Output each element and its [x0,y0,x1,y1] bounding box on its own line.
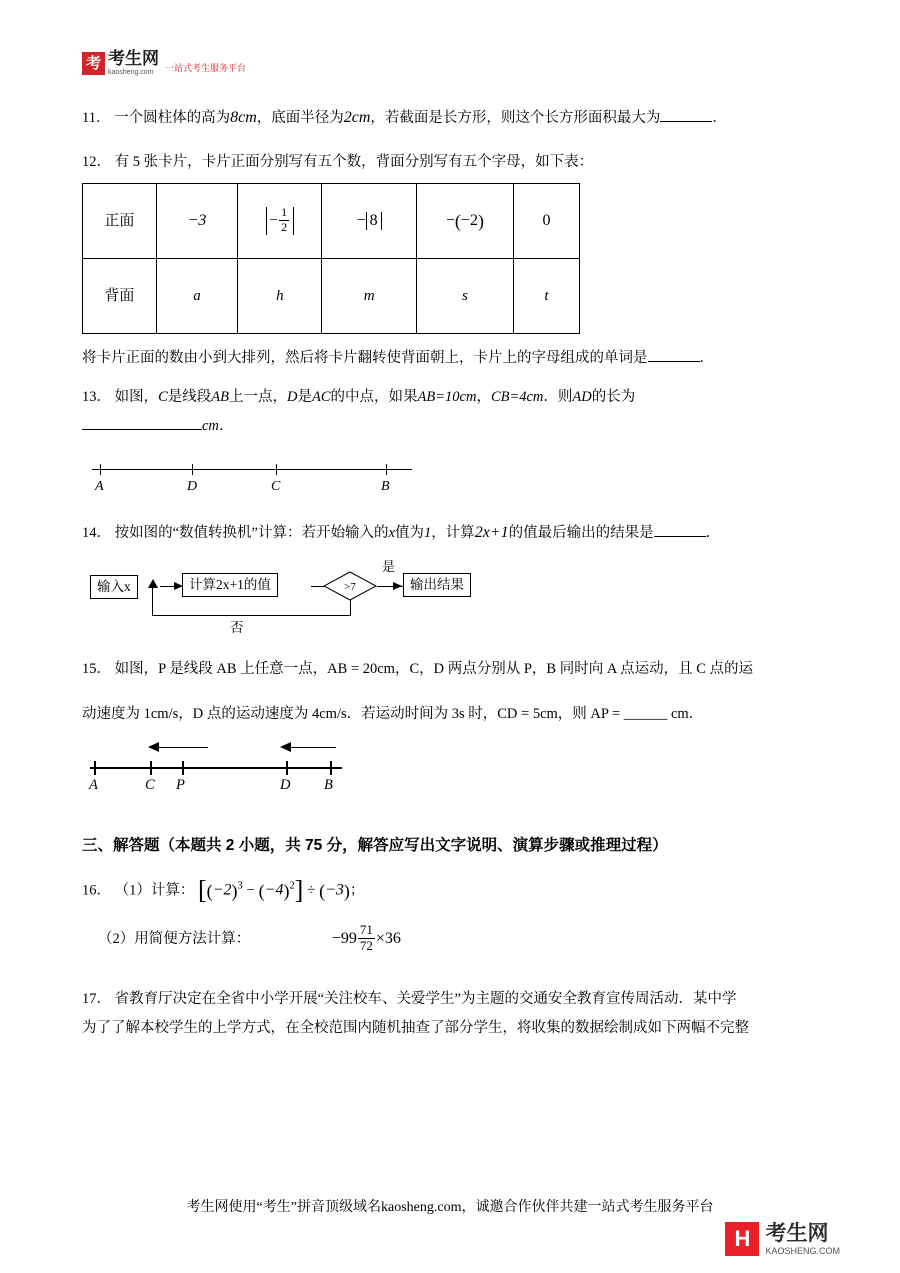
q13-t7: ．则 [543,389,573,405]
footer-text: 考生网使用“考生”拼音顶级域名kaosheng.com，诚邀合作伙伴共建一站式考生服务平台 [186,1200,714,1215]
q13-t3: 上一点， [229,389,288,405]
cell-back-3: m [322,259,416,334]
label15-c: C [145,777,155,793]
question-12-tail-text: 将卡片正面的数由小到大排列，然后将卡片翻转使背面朝上，卡片上的字母组成的单词是 [82,350,648,366]
table-row-back [83,259,580,334]
tick15-b [330,761,332,775]
question-17-line1 [82,985,818,1014]
q13-t1: 如图， [114,389,159,405]
q13-seg-ad: AD [572,389,592,405]
row-label-back [83,259,157,334]
cards-table [82,183,580,334]
footer-logo-badge-icon: H [725,1222,759,1256]
q14-t3: ，计算 [431,525,475,541]
question-15-text-1: 如图，P 是线段 AB 上任意一点，AB = 20cm，C，D 两点分别从 P，B 同时向 A 点运动，且 C 点的运 [114,661,754,677]
flow-decision-diamond [323,571,377,601]
question-12-lead: 有 5 张卡片，卡片正面分别写有五个数，背面分别写有五个字母，如下表： [114,154,594,170]
page-content [82,50,818,1043]
question-11-answer-blank[interactable] [660,121,712,122]
tick15-d [286,761,288,775]
cell-front-1: −3 [156,184,238,259]
question-11 [82,102,818,134]
flow-yes-label: 是 [382,559,396,574]
cell-back-1: a [156,259,238,334]
cell-front-2: − $\frac{1}{2}$ [238,184,322,259]
question-12-tail: 将卡片正面的数由小到大排列，然后将卡片翻转使背面朝上，卡片上的字母组成的单词是 ． [82,350,714,366]
tick-d [192,464,193,475]
footer-logo-name: 考生网 [765,1221,829,1245]
flow-input-box [90,575,138,599]
logo-domain: kaosheng.com [108,69,154,76]
flow-loop-back [152,615,351,616]
figure-flowchart-14 [90,559,510,633]
q16-bracket-close: ] [294,875,304,905]
label-d: D [187,479,198,494]
arrow-d-head [280,742,292,753]
q14-expr: 2x+1 [474,524,509,541]
logo-name: 考生网 [108,49,159,68]
question-14 [82,517,818,549]
svg-text:>7: >7 [344,581,356,593]
question-16-number: 16． [82,882,111,899]
tick-c [276,464,277,475]
question-15-text-2: 动速度为 1cm/s，D 点的运动速度为 4cm/s．若运动时间为 3s 时，CD = 5cm，则 AP = ______ cm． [82,706,704,722]
q16-part2-label: （2）用简便方法计算： [98,931,251,947]
question-17-text-1: 省教育厅决定在全省中小学开展“关注校车、关爱学生”为主题的交通安全教育宣传周活动．某中学 [114,991,737,1008]
question-11-text-b: ，底面半径为 [256,110,344,126]
flow-loop-down [350,600,351,616]
row-label-front-text: 正面 [104,212,135,229]
q13-val-cb: CB=4cm [490,389,544,405]
flow-output-label: 输出结果 [410,577,464,592]
q13-t6: ， [476,389,491,405]
q14-val-1: 1 [423,525,432,541]
question-13-answer-blank[interactable] [82,429,202,430]
question-11-val-a: 8cm [230,109,257,126]
cell-front-5: 0 [513,184,579,259]
question-12 [82,148,818,177]
row-label-front [83,184,157,259]
arrow-c-line [154,747,208,748]
tick-a [100,464,101,475]
question-11-text-d: ． [712,110,727,126]
question-14-answer-blank[interactable] [654,536,706,537]
tick15-a [94,761,96,775]
q13-unit: cm． [202,418,234,434]
arrow-c-head [148,742,160,753]
question-16-part2: （2）用简便方法计算： −99 $\frac{71}{72}$ ×36 [98,922,401,954]
tick15-c [150,761,152,775]
flow-arrowhead-loop [147,579,159,589]
question-15-number: 15． [82,661,111,677]
q16-part1-end: ； [349,882,365,899]
section-heading: 三、解答题（本题共 2 小题，共 75 分，解答应写出文字说明、演算步骤或推理过程） [82,837,668,854]
question-13 [82,383,818,412]
q13-t5: 的中点，如果 [330,389,418,405]
q13-seg-ac: AC [312,389,331,405]
label15-b: B [324,777,333,793]
segment-line [92,469,412,470]
question-15-line1 [82,655,818,684]
question-13-number: 13． [82,389,111,405]
q13-seg-ab: AB [211,389,230,405]
question-17-text-2: 为了了解本校学生的上学方式，在全校范围内随机抽查了部分学生，将收集的数据绘制成如下两幅不完整 [82,1020,749,1037]
tick-b [386,464,387,475]
cell-front-4: −(−2) [416,184,513,259]
label15-a: A [89,777,98,793]
question-11-val-b: 2cm [343,109,371,126]
q13-val-ab: AB=10cm [417,389,477,405]
arrow-d-line [286,747,336,748]
question-11-text-a: 一个圆柱体的高为 [114,110,231,126]
flow-arrowhead-1 [174,580,184,592]
label15-d: D [280,777,291,793]
q14-t1: 按如图的“数值转换机”计算：若开始输入的 [114,525,389,541]
segment-line-15 [90,767,342,769]
label15-p: P [176,777,185,793]
logo-slogan: 一站式考生服务平台 [165,63,247,73]
table-row-front [83,184,580,259]
logo-badge-icon: 考 [82,52,105,75]
question-17-number: 17． [82,991,111,1008]
label-a: A [95,479,104,494]
q14-t2: 值为 [394,525,424,541]
figure-segment-13 [92,455,422,501]
q14-t5: ． [705,525,721,541]
cell-back-5: t [513,259,579,334]
q16-part1-label: （1）计算： [114,882,195,899]
flow-loop-up [152,586,153,616]
flow-output-box [403,573,471,597]
q13-pt-d: D [287,389,298,405]
logo-mark [82,50,159,76]
flow-compute-label: 计算2x+1的值 [189,577,271,592]
q14-t4: 的值最后输出的结果是 [508,525,654,541]
label-c: C [271,479,281,494]
q14-var-x: x [388,525,395,541]
footer-logo-domain: KAOSHENG.COM [765,1245,840,1256]
row-label-back-text: 背面 [104,287,135,304]
question-13-line2 [82,412,818,441]
question-17-line2 [82,1014,818,1043]
flow-arrowhead-3 [393,580,403,592]
footer-logo [725,1222,840,1256]
question-12-number: 12． [82,154,111,170]
question-15-line2 [82,700,818,729]
question-11-text-c: ，若截面是长方形，则这个长方形面积最大为 [370,110,661,126]
cell-back-4: s [416,259,513,334]
q13-pt-c: C [158,389,168,405]
cell-front-3: − 8 [322,184,416,259]
flow-no-label: 否 [230,620,244,635]
question-12-answer-blank[interactable] [648,361,700,362]
question-11-number: 11． [82,110,111,126]
question-14-number: 14． [82,525,111,541]
q13-t4: 是 [297,389,312,405]
cell-back-2: h [238,259,322,334]
flow-input-label: 输入x [97,579,131,594]
question-16: 16． （1）计算： $[(-2)^3 - (-4)^2] \div (-3)$； [82,875,365,905]
q13-t2: 是线段 [167,389,212,405]
q13-t8: 的长为 [591,389,636,405]
flow-arrow-2 [311,586,325,587]
tick15-p [182,761,184,775]
flow-compute-box [182,573,278,597]
site-logo [82,50,818,76]
label-b: B [381,479,390,494]
figure-segment-15 [90,739,390,799]
q16-bracket-open: [ [198,875,207,905]
